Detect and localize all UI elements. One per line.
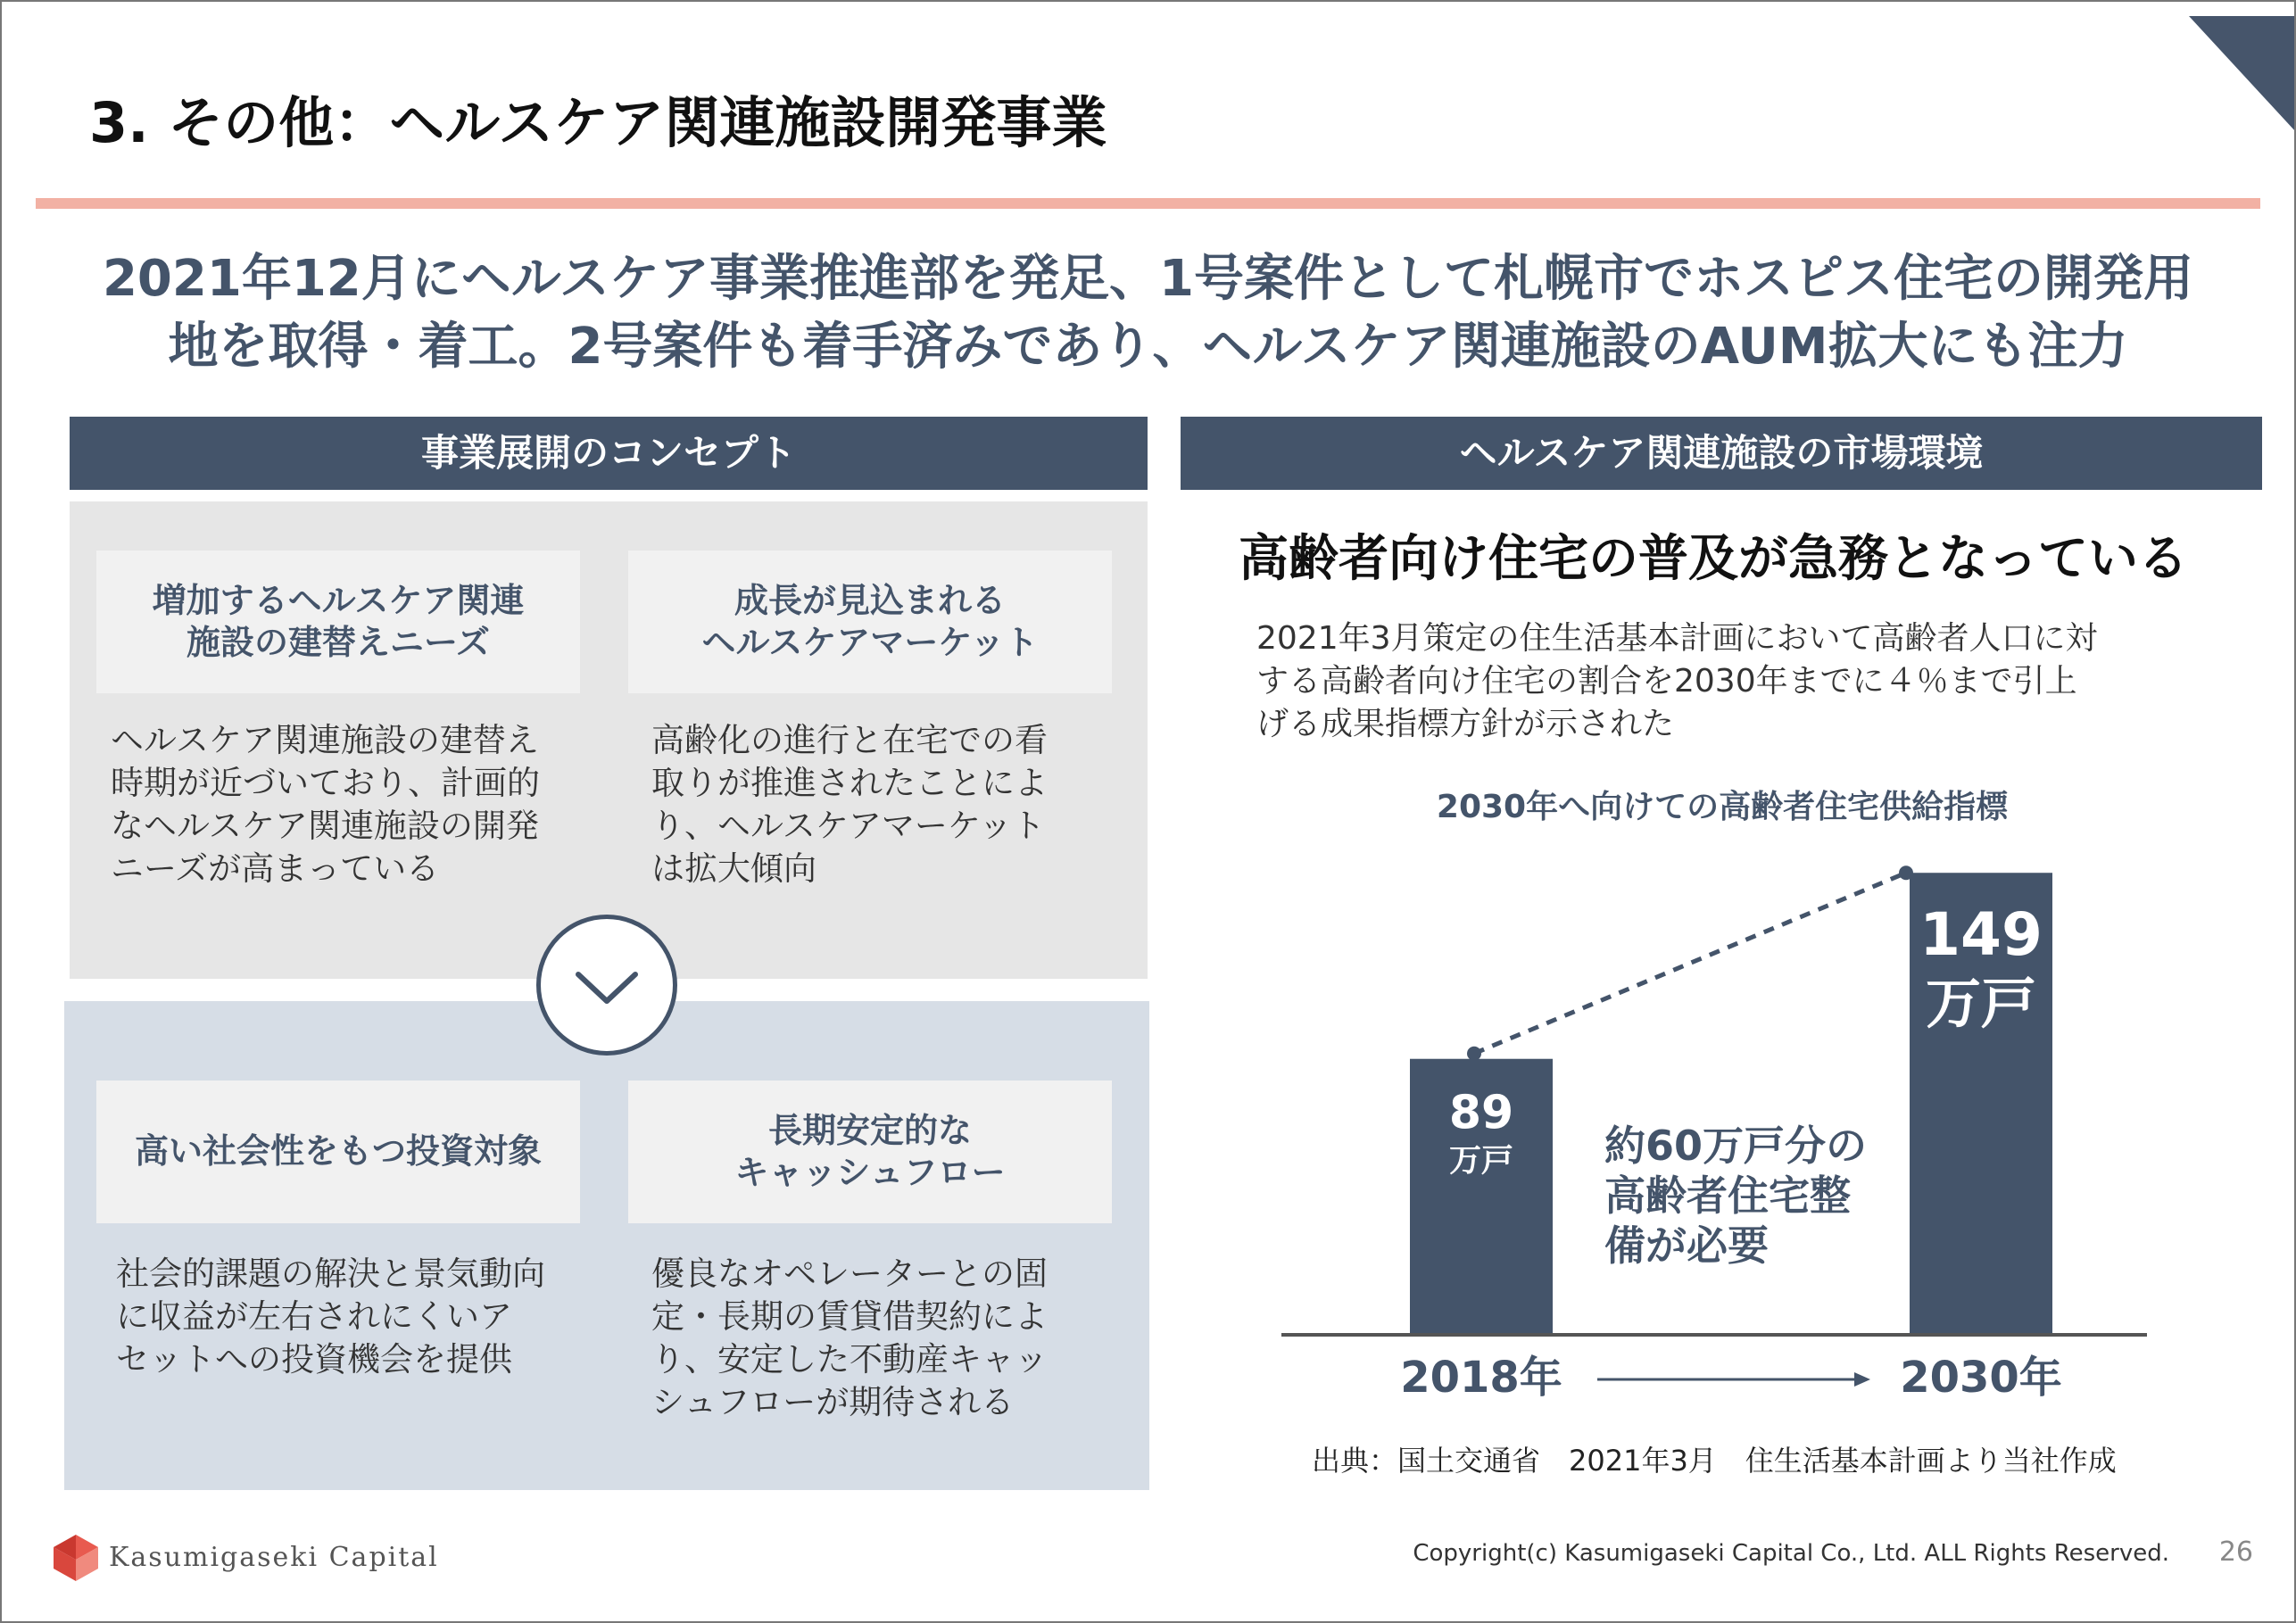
trend-dashed-line [1474, 873, 1906, 1054]
trend-point-end [1899, 865, 1913, 880]
page-title: 3. その他：ヘルスケア関連施設開発事業 [89, 90, 1107, 155]
card-title-rebuild-needs: 増加するヘルスケア関連 施設の建替えニーズ [96, 551, 580, 693]
bar-unit-label-1: 万戸 [1925, 971, 2037, 1037]
arrow-right-icon [1854, 1372, 1870, 1387]
trend-point-start [1467, 1047, 1481, 1061]
x-tick-label-0: 2018年 [1400, 1353, 1562, 1403]
chart-annotation-line-1: 約60万戸分の [1604, 1122, 1868, 1170]
card-title-stable-cashflow: 長期安定的な キャッシュフロー [628, 1081, 1112, 1223]
chart-annotation-line-3: 備が必要 [1604, 1221, 1769, 1270]
card-body-stable-cashflow: 優良なオペレーターとの固 定・長期の賃貸借契約によ り、安定した不動産キャッ シュフローが期待される [651, 1255, 1048, 1422]
bar-unit-label-0: 万戸 [1448, 1142, 1514, 1180]
card-body-social-investment: 社会的課題の解決と景気動向 に収益が左右されにくいア セットへの投資機会を提供 [116, 1255, 545, 1379]
card-body-growth-market: 高齢化の進行と在宅での看 取りが推進されたことによ り、ヘルスケアマーケット は拡大傾向 [651, 721, 1048, 889]
x-tick-label-1: 2030年 [1900, 1353, 2062, 1403]
page-number: 26 [2218, 1536, 2253, 1568]
source-note: 出典：国土交通省 2021年3月 住生活基本計画より当社作成 [1312, 1444, 2117, 1478]
card-body-rebuild-needs: ヘルスケア関連施設の建替え 時期が近づいており、計画的 なヘルスケア関連施設の開発 ニーズが高まっている [111, 721, 540, 889]
card-title-social-investment: 高い社会性をもつ投資対象 [96, 1081, 580, 1223]
bar-value-label-1: 149 [1919, 900, 2043, 970]
company-logo-icon [52, 1533, 100, 1583]
market-subtitle: 高齢者向け住宅の普及が急務となっている [1239, 530, 2188, 588]
title-divider [36, 198, 2260, 209]
concept-header: 事業展開のコンセプト [70, 417, 1148, 490]
headline-line-2: 地を取得・着工。2号案件も着手済みであり、ヘルスケア関連施設のAUM拡大にも注力 [168, 318, 2128, 376]
market-header: ヘルスケア関連施設の市場環境 [1181, 417, 2262, 490]
market-description: 2021年3月策定の住生活基本計画において高齢者人口に対 する高齢者向け住宅の割合を2030年までに４％まで引上 げる成果指標方針が示された [1256, 620, 2098, 742]
card-title-growth-market: 成長が見込まれる ヘルスケアマーケット [628, 551, 1112, 693]
corner-decoration [2189, 16, 2296, 132]
copyright: Copyright(c) Kasumigaseki Capital Co., Ltd. ALL Rights Reserved. [1413, 1540, 2169, 1567]
chart-title: 2030年へ向けての高齢者住宅供給指標 [1436, 789, 2009, 825]
headline-line-1: 2021年12月にヘルスケア事業推進部を発足、1号案件として札幌市でホスピス住宅の開発用 [102, 250, 2194, 308]
chevron-down-icon [536, 915, 677, 1056]
chart-annotation-line-2: 高齢者住宅整 [1604, 1172, 1851, 1220]
housing-supply-chart [1249, 839, 2195, 1428]
bar-value-label-0: 89 [1448, 1086, 1514, 1140]
company-logo-text: Kasumigaseki Capital [109, 1542, 439, 1573]
